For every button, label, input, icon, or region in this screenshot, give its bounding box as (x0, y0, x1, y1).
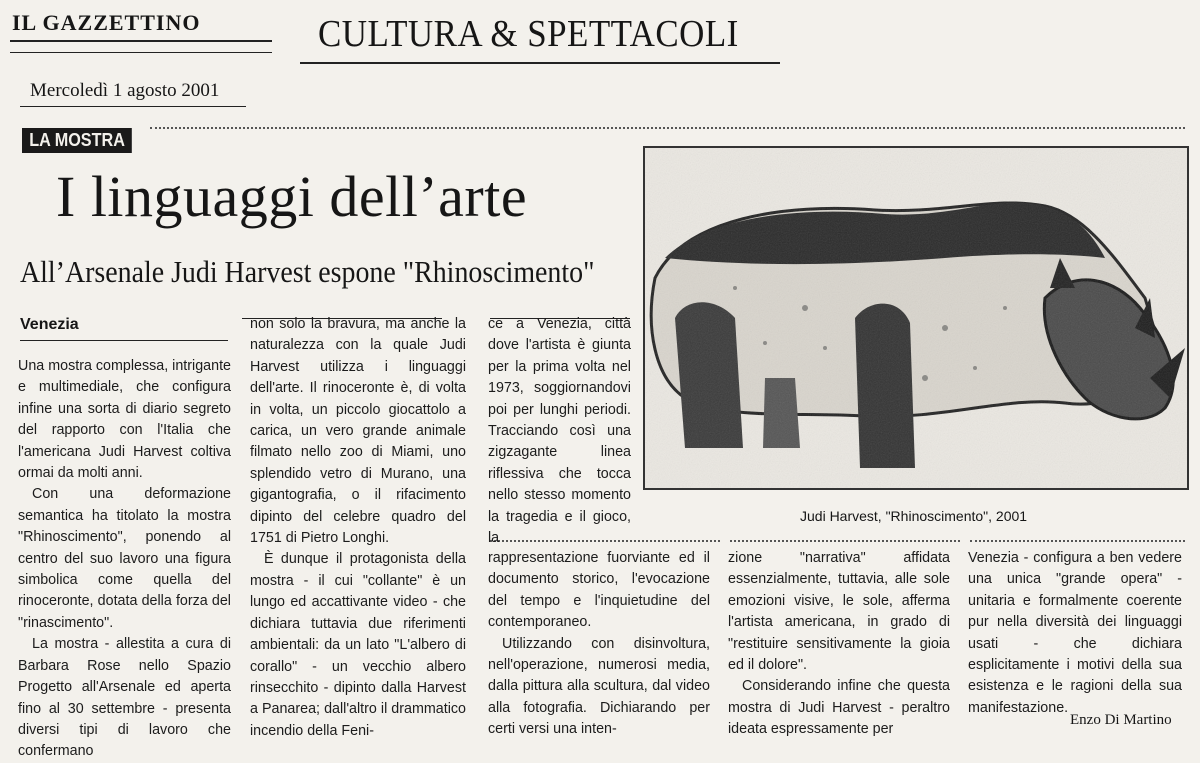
paragraph: Considerando infine che questa mostra di Judi Harvest - peraltro ideata espressamente per (728, 678, 950, 738)
paragraph: Una mostra complessa, intrigante e multimediale, che configura infine una sorta di diario segreto del rapporto con l'Italia che l'americana Judi Harvest coltiva ormai da molti anni. (18, 358, 231, 482)
article-headline: I linguaggi dell’arte (56, 164, 528, 229)
article-column-5 (968, 548, 1182, 716)
article-column-3-top (488, 314, 631, 546)
paragraph: La mostra - allestita a cura di Barbara Rose nello Spazio Progetto all'Arsenale ed aperta fino al 30 settembre - presenta diversi tipi di lavoro che confermano (18, 636, 231, 760)
masthead-rule-secondary (10, 52, 272, 53)
article-dateline: Venezia (20, 316, 79, 333)
article-column-1 (18, 356, 231, 760)
paragraph: Con una deformazione semantica ha titolato la mostra "Rhinoscimento", ponendo al centro del suo lavoro una figura simbolica come quella del rinoceronte, dotata della forza del "rinascimento". (18, 486, 231, 631)
column-rule (970, 540, 1185, 542)
column-rule (730, 540, 960, 542)
article-column-2 (250, 314, 466, 742)
kicker-label: LA MOSTRA (22, 128, 132, 153)
masthead-rule (10, 40, 272, 42)
section-title: CULTURA & SPETTACOLI (318, 13, 739, 55)
paragraph: È dunque il protagonista della mostra - il cui "collante" è un lungo ed accattivante video - che dichiara tuttavia due riferimenti ambientali: da un lato "L'albero di corallo" - un vecchio albero rinsecchito - dipinto dalla Harvest a Panarea; dall'altro il drammatico incendio della Feni- (250, 551, 466, 739)
newspaper-masthead: IL GAZZETTINO (12, 10, 201, 35)
paragraph: zione "narrativa" affidata essenzialmente, tuttavia, alle sole emozioni visive, le sole, afferma l'artista americana, in grado di "restituire sensitivamente la gioia ed il dolore". (728, 550, 950, 674)
paragraph: Venezia - configura a ben vedere una unica "grande opera" - unitaria e formalmente coerente pur nella diversità dei linguaggi usati - che dichiara esplicitamente i motivi della sua esistenza e le ragioni della sua manifestazione. (968, 550, 1182, 716)
top-dotted-rule (150, 127, 1185, 129)
article-column-4 (728, 548, 950, 742)
article-subheadline: All’Arsenale Judi Harvest espone "Rhinoscimento" (20, 254, 595, 289)
date-rule (20, 106, 246, 107)
rhinoceros-photo (643, 146, 1189, 490)
paragraph: rappresentazione fuorviante ed il documento storico, l'evocazione del tempo e l'inquietudine del contemporaneo. (488, 550, 710, 631)
photo-caption: Judi Harvest, "Rhinoscimento", 2001 (800, 508, 1028, 524)
dateline-rule (20, 340, 228, 341)
section-rule (300, 62, 780, 64)
paragraph: non solo la bravura, ma anche la naturalezza con la quale Judi Harvest utilizza i linguaggi dell'arte. Il rinoceronte è, di volta in volta, un piccolo giocattolo a carica, un vero grande animale filmato nello zoo di Miami, uno splendido vetro di Murano, una gigantografia, o il rifacimento dipinto del celebre quadro del 1751 di Pietro Longhi. (250, 316, 466, 547)
paragraph: Utilizzando con disinvoltura, nell'operazione, numerosi media, dalla pittura alla scultura, dal video alla fotografia. Dichiarando per certi versi una inten- (488, 635, 710, 738)
rhinoceros-sculpture-image (645, 148, 1187, 488)
publication-date: Mercoledì 1 agosto 2001 (30, 80, 220, 101)
paragraph: ce a Venezia, città dove l'artista è giunta per la prima volta nel 1973, soggiornandovi poi per lunghi periodi. Tracciando così una zigzagante linea riflessiva che tocca nello stesso momento la tragedia e il gioco, la (488, 316, 631, 547)
author-byline: Enzo Di Martino (1070, 712, 1172, 728)
article-column-3-bottom (488, 548, 710, 742)
